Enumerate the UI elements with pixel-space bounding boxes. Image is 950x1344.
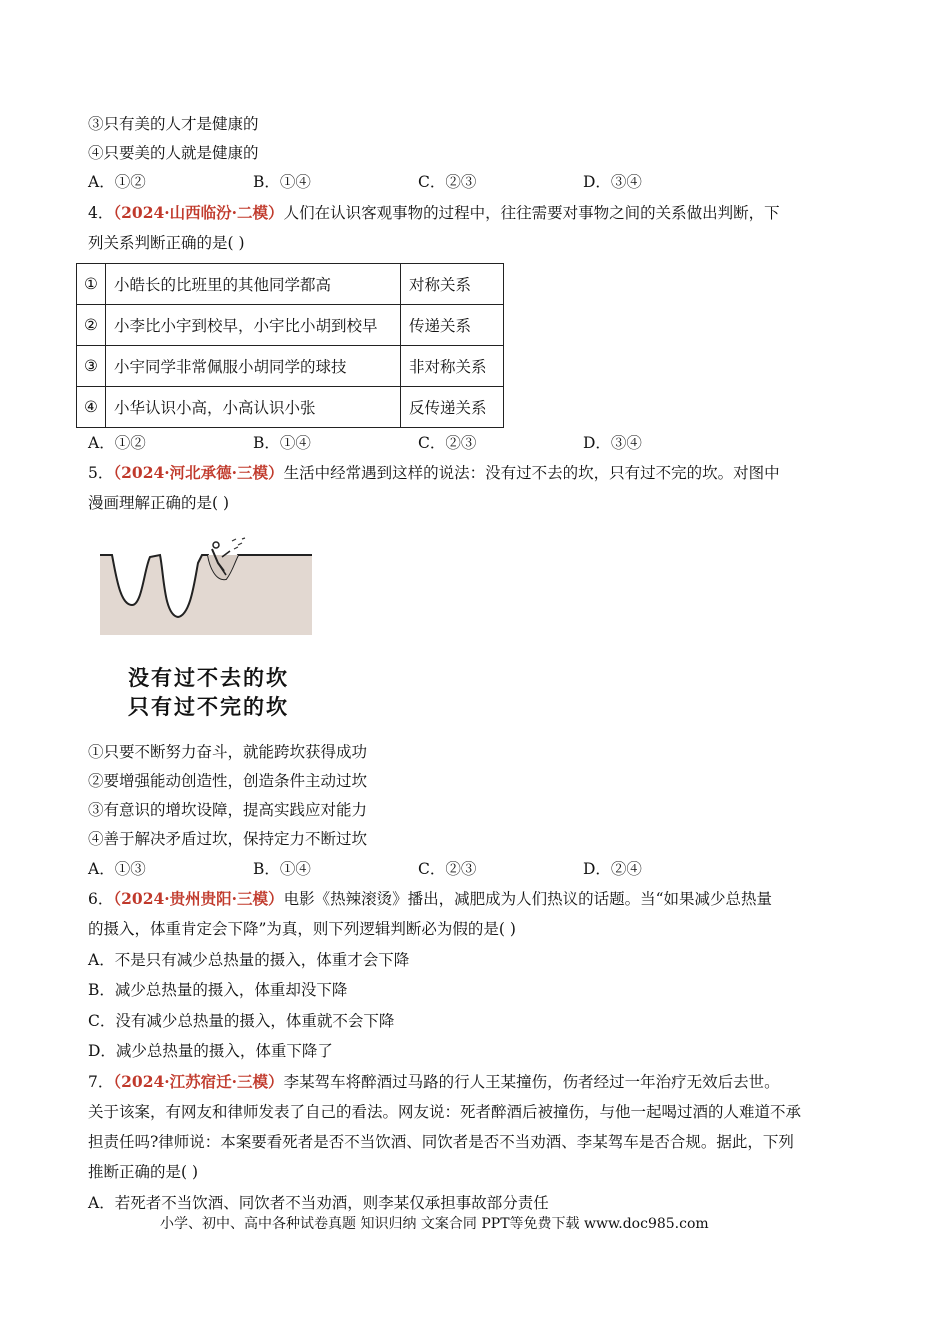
table-row bbox=[77, 264, 504, 305]
q7-source: （2024·江苏宿迁·三模） bbox=[113, 1072, 284, 1091]
q5-option-a[interactable]: A．①③ bbox=[88, 860, 146, 878]
q4-options bbox=[88, 432, 788, 454]
q4-stem-text: 人们在认识客观事物的过程中，往往需要对事物之间的关系做出判断，下 bbox=[283, 204, 780, 222]
row-number: ④ bbox=[77, 387, 106, 428]
q3-options bbox=[88, 171, 788, 193]
q4-stem-line1 bbox=[88, 202, 780, 224]
q7-stem-line3: 担责任吗?律师说：本案要看死者是否不当饮酒、同饮者是否不当劝酒、李某驾车是否合规。据此，下列 bbox=[88, 1133, 794, 1151]
q4-option-c[interactable]: C．②③ bbox=[418, 434, 477, 452]
q4-number: 4． bbox=[88, 204, 114, 222]
q6-stem-line1 bbox=[88, 888, 772, 910]
cartoon-pits-illustration bbox=[98, 535, 312, 635]
q5-options bbox=[88, 858, 788, 880]
q7-stem-text: 李某驾车将醉酒过马路的行人王某撞伤，伤者经过一年治疗无效后去世。 bbox=[283, 1073, 780, 1091]
q7-option-a[interactable]: A．若死者不当饮酒、同饮者不当劝酒，则李某仅承担事故部分责任 bbox=[88, 1194, 549, 1212]
row-description: 小华认识小高，小高认识小张 bbox=[106, 387, 401, 428]
cartoon-caption-line2: 只有过不完的坎 bbox=[128, 695, 289, 719]
q6-stem-line2: 的摄入，体重肯定会下降”为真，则下列逻辑判断必为假的是( ) bbox=[88, 920, 516, 938]
q3-option-b[interactable]: B．①④ bbox=[253, 173, 311, 191]
q7-stem-line4: 推断正确的是( ) bbox=[88, 1163, 199, 1181]
q6-option-d[interactable]: D．减少总热量的摄入，体重下降了 bbox=[88, 1042, 333, 1060]
q5-source: （2024·河北承德·三模） bbox=[113, 463, 284, 482]
q3-statement-4: ④只要美的人就是健康的 bbox=[88, 144, 259, 162]
cartoon-caption bbox=[128, 664, 289, 722]
q3-option-d[interactable]: D．③④ bbox=[583, 173, 642, 191]
q4-source: （2024·山西临汾·二模） bbox=[113, 203, 284, 222]
row-relation: 对称关系 bbox=[401, 264, 504, 305]
row-relation: 非对称关系 bbox=[401, 346, 504, 387]
q4-stem-line2: 列关系判断正确的是( ) bbox=[88, 234, 245, 252]
row-description: 小李比小宇到校早，小宇比小胡到校早 bbox=[106, 305, 401, 346]
q5-statement-4: ④善于解决矛盾过坎，保持定力不断过坎 bbox=[88, 830, 368, 848]
table-row bbox=[77, 346, 504, 387]
q5-statement-1: ①只要不断努力奋斗，就能跨坎获得成功 bbox=[88, 743, 368, 761]
row-number: ③ bbox=[77, 346, 106, 387]
q5-number: 5． bbox=[88, 464, 114, 482]
table-row bbox=[77, 305, 504, 346]
q5-stem-line1 bbox=[88, 462, 780, 484]
q4-option-a[interactable]: A．①② bbox=[88, 434, 146, 452]
q3-option-c[interactable]: C．②③ bbox=[418, 173, 477, 191]
q7-stem-line1 bbox=[88, 1071, 780, 1093]
q3-statement-3: ③只有美的人才是健康的 bbox=[88, 115, 259, 133]
q5-stem-line2: 漫画理解正确的是( ) bbox=[88, 494, 230, 512]
q6-stem-text: 电影《热辣滚烫》播出，减肥成为人们热议的话题。当“如果减少总热量 bbox=[283, 890, 772, 908]
q4-option-d[interactable]: D．③④ bbox=[583, 434, 642, 452]
q5-option-d[interactable]: D．②④ bbox=[583, 860, 642, 878]
q5-stem-text: 生活中经常遇到这样的说法：没有过不去的坎，只有过不完的坎。对图中 bbox=[283, 464, 780, 482]
q5-option-c[interactable]: C．②③ bbox=[418, 860, 477, 878]
q6-option-a[interactable]: A．不是只有减少总热量的摄入，体重才会下降 bbox=[88, 951, 410, 969]
cartoon-caption-line1: 没有过不去的坎 bbox=[128, 666, 289, 690]
q4-option-b[interactable]: B．①④ bbox=[253, 434, 311, 452]
row-relation: 传递关系 bbox=[401, 305, 504, 346]
page-footer: 小学、初中、高中各种试卷真题 知识归纳 文案合同 PPT等免费下载 www.doc985.com bbox=[160, 1216, 709, 1232]
q6-number: 6． bbox=[88, 890, 114, 908]
relation-table bbox=[76, 263, 504, 428]
q5-statement-2: ②要增强能动创造性，创造条件主动过坎 bbox=[88, 772, 368, 790]
row-number: ② bbox=[77, 305, 106, 346]
q6-option-c[interactable]: C．没有减少总热量的摄入，体重就不会下降 bbox=[88, 1012, 395, 1030]
q7-number: 7． bbox=[88, 1073, 114, 1091]
row-description: 小宇同学非常佩服小胡同学的球技 bbox=[106, 346, 401, 387]
table-row bbox=[77, 387, 504, 428]
q3-option-a[interactable]: A．①② bbox=[88, 173, 146, 191]
q7-stem-line2: 关于该案，有网友和律师发表了自己的看法。网友说：死者醉酒后被撞伤，与他一起喝过酒的人难道不承 bbox=[88, 1103, 802, 1121]
q6-source: （2024·贵州贵阳·三模） bbox=[113, 889, 284, 908]
q5-statement-3: ③有意识的增坎设障，提高实践应对能力 bbox=[88, 801, 368, 819]
row-description: 小皓长的比班里的其他同学都高 bbox=[106, 264, 401, 305]
q6-option-b[interactable]: B．减少总热量的摄入，体重却没下降 bbox=[88, 981, 348, 999]
row-relation: 反传递关系 bbox=[401, 387, 504, 428]
q5-option-b[interactable]: B．①④ bbox=[253, 860, 311, 878]
row-number: ① bbox=[77, 264, 106, 305]
